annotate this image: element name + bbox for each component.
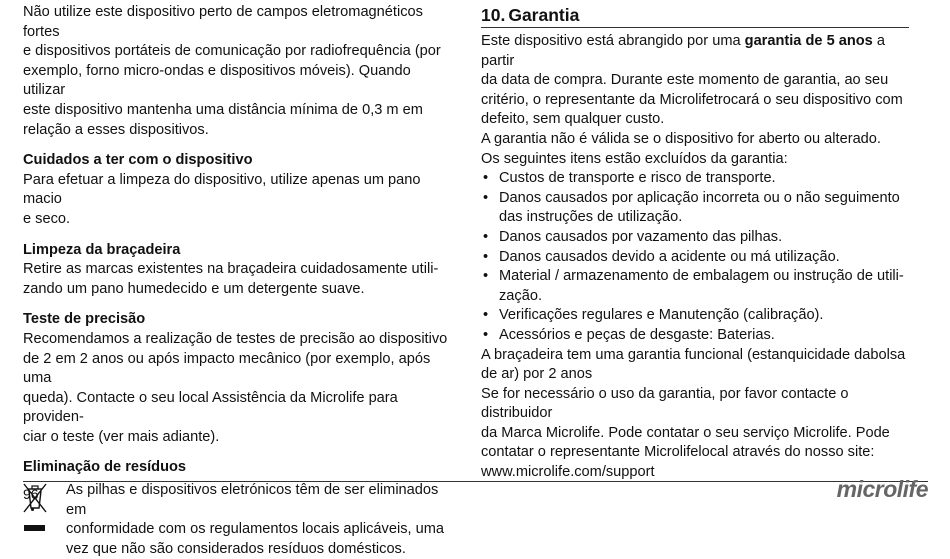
care-heading: Cuidados a ter com o dispositivo bbox=[23, 152, 253, 169]
care-text: Para efetuar a limpeza do dispositivo, utilize apenas um pano macio e seco. bbox=[23, 171, 421, 227]
section-number: 10. bbox=[481, 5, 506, 25]
bin-underline-bar bbox=[24, 525, 45, 531]
list-item: • Danos causados por aplicação incorreta ou o não seguimento das instruções de utilização. bbox=[481, 189, 909, 228]
disposal-block bbox=[23, 481, 455, 559]
warranty-section-title bbox=[481, 4, 909, 28]
disposal-text: As pilhas e dispositivos eletrónicos têm de ser eliminados em conformidade com os regulamentos locais aplicáveis, uma vez que não são considerados resíduos domésticos. bbox=[66, 482, 444, 557]
list-item: • Danos causados devido a acidente ou má utilização. bbox=[481, 248, 909, 268]
cuff-cleaning-text: Retire as marcas existentes na braçadeira cuidadosamente utili- zando um pano humedecido e um detergente suave. bbox=[23, 261, 439, 297]
cuff-cleaning-heading: Limpeza da braçadeira bbox=[23, 241, 181, 258]
microlife-logo: microlife bbox=[836, 476, 928, 502]
list-item: • Acessórios e peças de desgaste: Baterias. bbox=[481, 326, 909, 346]
warranty-contact: Se for necessário o uso da garantia, por favor contacte o distribuidor da Marca Microlife. Pode contatar o seu serviço Microlife. Pode contatar o representante Microlifelocal através do nosso site: www.microlife.com/support bbox=[481, 385, 890, 481]
support-link[interactable]: www.microlife.com/support bbox=[481, 464, 655, 481]
list-item: • Material / armazenamento de embalagem ou instrução de utili- zação. bbox=[481, 267, 909, 306]
exclusions-intro: Os seguintes itens estão excluídos da garantia: bbox=[481, 150, 788, 167]
section-title-text: Garantia bbox=[508, 5, 580, 25]
list-item: • Verificações regulares e Manutenção (calibração). bbox=[481, 306, 909, 326]
list-item: • Custos de transporte e risco de transporte. bbox=[481, 169, 909, 189]
cuff-warranty: A braçadeira tem uma garantia funcional (estanquicidade dabolsa de ar) por 2 anos bbox=[481, 346, 906, 383]
right-column bbox=[481, 3, 909, 483]
emc-warning: Não utilize este dispositivo perto de campos eletromagnéticos fortes e dispositivos portáteis de comunicação por radiofrequência (por exemplo, forno micro-ondas e dispositivos móveis). Quando utilizar este dispositivo mantenha uma distância mínima de 0,3 m em relação a esses dispositivos. bbox=[23, 4, 441, 138]
accuracy-text: Recomendamos a realização de testes de precisão ao dispositivo de 2 em 2 anos ou após impacto mecânico (por exemplo, após uma queda). Contacte o seu local Assistência da Microlife para providen- ciar o teste (ver mais adiante). bbox=[23, 330, 448, 445]
disposal-heading: Eliminação de resíduos bbox=[23, 459, 187, 476]
list-item: • Danos causados por vazamento das pilhas. bbox=[481, 228, 909, 248]
exclusions-list bbox=[481, 169, 909, 345]
warranty-intro: Este dispositivo está abrangido por uma garantia de 5 anos a partir da data de compra. Durante este momento de garantia, ao seu critério, o representante da Microlifetrocará o seu dispositivo com defeito, sem qualquer custo. bbox=[481, 33, 903, 128]
page-number: 96 bbox=[23, 486, 39, 502]
left-column bbox=[23, 3, 455, 559]
accuracy-heading: Teste de precisão bbox=[23, 311, 146, 328]
footer-divider bbox=[23, 481, 928, 482]
warranty-invalid-note: A garantia não é válida se o dispositivo for aberto ou alterado. bbox=[481, 130, 881, 147]
warranty-period: garantia de 5 anos bbox=[744, 33, 873, 49]
